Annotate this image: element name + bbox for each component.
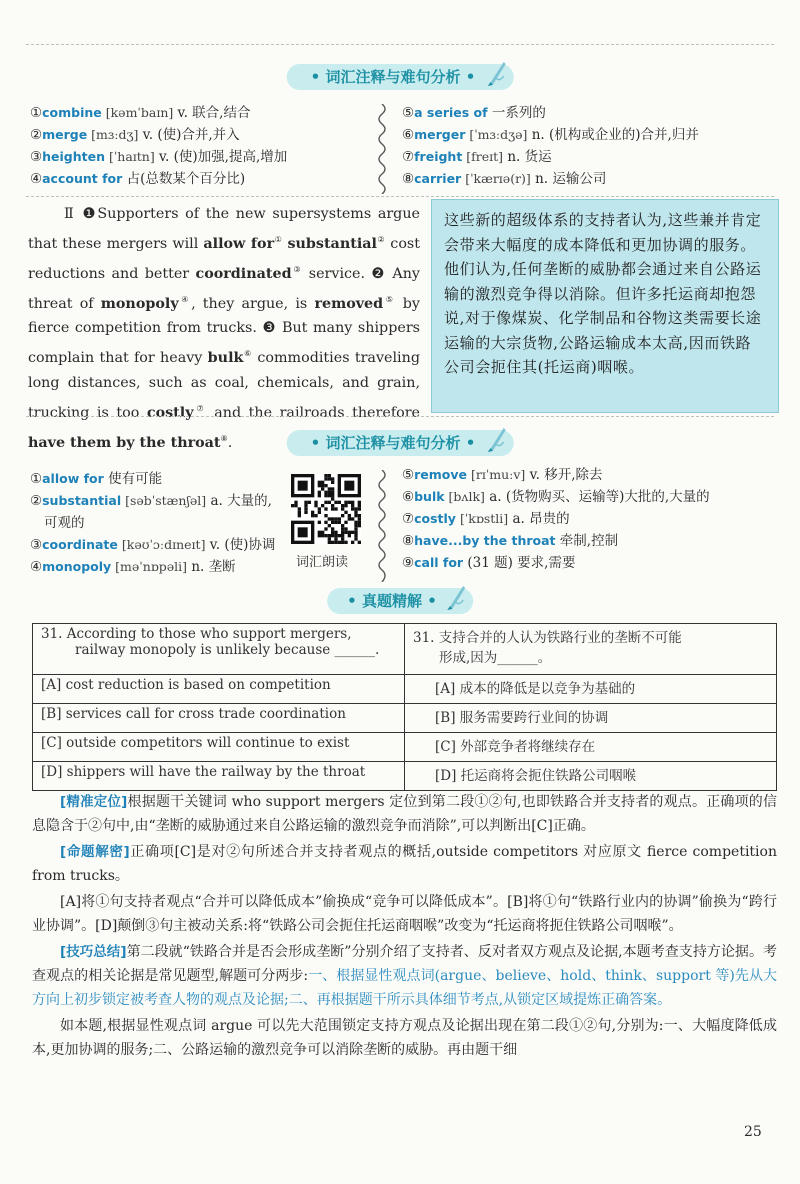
vocab-list-left [30, 102, 287, 190]
vocab-item [402, 124, 699, 146]
table-row: [A] cost reduction is based on competition [A] 成本的降低是以竞争为基础的 [33, 675, 777, 704]
vocab-word: heighten [42, 149, 105, 164]
vocab-list-right [402, 102, 699, 190]
vocab-number: ⑥ [402, 489, 415, 505]
translation-text: 这些新的超级体系的支持者认为,这些兼并肯定会带来大幅度的成本降低和更加协调的服务。他们认为,任何垄断的威胁都会通过来自公路运输的激烈竞争得以消除。但许多托运商却抱怨说,对于像煤炭、化学制品和谷物这类需要长途运输的大宗货物,公路运输成本太高,因而铁路公司会扼住其(托运商)咽喉。 [444, 211, 762, 376]
vocab-phonetic: [səbˈstænʃəl] [121, 493, 207, 508]
divider [26, 44, 774, 45]
sentence-marker-1: ❶ [82, 206, 98, 222]
table-row: 31. According to those who support mergers, railway monopoly is unlikely because ______. 31. 支持合并的人认为铁路行业的垄断不可能 形成,因为______。 [33, 624, 777, 675]
divider [26, 416, 774, 417]
vocab-number: ③ [30, 149, 43, 165]
vocab-item [402, 486, 710, 508]
vocab-number: ② [30, 493, 43, 509]
vocab-word: combine [42, 105, 102, 120]
vocab-word: merger [414, 127, 466, 142]
vocab-word: a series of [414, 105, 488, 120]
vocab-definition: n. 垄断 [187, 559, 236, 575]
sentence-marker-3: ❸ [262, 320, 277, 337]
vocab-phonetic: [freɪt] [462, 149, 504, 164]
section-banner: • 词汇注释与难句分析 • [287, 430, 514, 456]
vocab-number: ① [30, 471, 43, 487]
vocab-item [402, 102, 699, 124]
vocab-phonetic: [ˈkɒstli] [455, 511, 509, 526]
vocab-definition: v. (使)加强,提高,增加 [154, 149, 288, 165]
section-banner: • 词汇注释与难句分析 • [287, 64, 514, 90]
vocab-phonetic: [ˈmɜːdʒə] [465, 127, 528, 142]
passage-paragraph: Ⅱ ❶Supporters of the new supersystems argue that these mergers will allow for① substantial② cost reductions and better coordinated③ service. ❷ Any threat of monopoly④, they argue, is removed⑤ by fierce competition from trucks. ❸ But many shippers complain that for heavy bulk⑥ commodities traveling long distances, such as coal, chemicals, and grain, trucking is too costly⑦ and the railroads therefore have them by the throat⑧. [28, 206, 421, 451]
vocab-definition: v. (使)合并,并入 [138, 127, 240, 143]
vocab-definition: 占(总数某个百分比) [122, 171, 246, 187]
banner-title: 真题精解 [361, 592, 423, 610]
vocab-item [30, 146, 287, 168]
vocab-number: ④ [30, 559, 43, 575]
vocab-number: ⑦ [402, 511, 415, 527]
vocab-item [402, 530, 710, 552]
vocab-definition: n. 运输公司 [530, 171, 607, 187]
spiral-binding-icon [376, 470, 388, 582]
vocab-word: bulk [414, 489, 445, 504]
vocab-number: ③ [30, 537, 43, 553]
banner-title: 词汇注释与难句分析 [325, 434, 461, 452]
vocab-definition: (31 题) 要求,需要 [463, 555, 576, 571]
vocab-phonetic: [ˈkærɪə(r)] [461, 171, 531, 186]
vocab-word: carrier [414, 171, 462, 186]
vocab-item [30, 534, 275, 556]
vocab-list-left [30, 468, 275, 578]
vocab-phonetic: [kəmˈbaɪn] [101, 105, 174, 120]
vocab-item [402, 146, 699, 168]
vocab-item [30, 102, 287, 124]
vocab-number: ⑤ [402, 467, 415, 483]
qr-label: 词汇朗读 [296, 555, 349, 570]
vocab-definition: 使有可能 [103, 471, 163, 487]
vocab-item [30, 490, 275, 512]
qr-code[interactable] [291, 474, 361, 544]
vocab-definition: a. 昂贵的 [508, 511, 570, 527]
vocab-word: call for [414, 555, 464, 570]
section-banner: • 真题精解 • [327, 588, 473, 614]
vocab-definition: v. (使)协调 [205, 537, 276, 553]
vocab-item [402, 464, 710, 486]
vocab-number: ⑦ [402, 149, 415, 165]
sentence-marker-2: ❷ [371, 265, 387, 282]
vocab-number: ⑧ [402, 171, 415, 187]
vocab-word: merge [42, 127, 88, 142]
vocab-phonetic: [məˈnɒpəli] [111, 559, 188, 574]
vocab-item [30, 468, 275, 490]
vocab-definition: a. (货物购买、运输等)大批的,大量的 [484, 489, 710, 505]
vocab-item [30, 556, 275, 578]
vocab-phonetic: [bʌlk] [444, 489, 485, 504]
table-row: [C] outside competitors will continue to exist [C] 外部竞争者将继续存在 [33, 733, 777, 762]
pen-icon [445, 582, 467, 612]
vocab-definition: a. 大量的, [206, 493, 272, 509]
vocab-definition: n. 货运 [503, 149, 552, 165]
divider [26, 196, 774, 197]
page-number: 25 [744, 1124, 762, 1140]
vocab-word: coordinate [42, 537, 118, 552]
vocab-definition: v. 移开,除去 [525, 467, 603, 483]
vocab-phonetic: [mɜːdʒ] [87, 127, 139, 142]
vocab-phonetic: [rɪˈmuːv] [467, 467, 526, 482]
vocab-word: remove [414, 467, 467, 482]
banner-title: 词汇注释与难句分析 [325, 68, 461, 86]
analysis-section: [精准定位]根据题干关键词 who support mergers 定位到第二段①②句,也即铁路合并支持者的观点。正确项的信息隐含于②句中,由“垄断的威胁通过来自公路运输的激烈竞争而消除”,可以判断出[C]正确。 [命题解密]正确项[C]是对②句所述合并支持者观点的概括,outside competitors 对应原文 fierce competition from trucks。 [A]将①句支持者观点“合并可以降低成本”偷换成“竞争可以降低成本”。[B]将①句“铁路行业内的协调”偷换为“跨行业协调”。[D]颠倒③句主被动关系:将“铁路公司会扼住托运商咽喉”改变为“托运商将扼住铁路公司咽喉”。 [技巧总结]第二段就“铁路合并是否会形成垄断”分别介绍了支持者、反对者双方观点及论据,本题考查支持方论据。考查观点的相关论据是常见题型,解题可分两步:一、根据显性观点词(argue、believe、hold、think、support 等)先从大方向上初步锁定被考查人物的观点及论据;二、再根据题干所示具体细节考点,从锁定区域提炼正确答案。 如本题,根据显性观点词 argue 可以先大范围锁定支持方观点及论据出现在第二段①②句,分别为:一、大幅度降低成本,更加协调的服务;二、公路运输的激烈竞争可以消除垄断的威胁。再由题干细 [32, 794, 778, 1058]
vocab-item [402, 508, 710, 530]
question-table [32, 623, 777, 791]
vocab-word: allow for [42, 471, 104, 486]
vocab-number: ⑨ [402, 555, 415, 571]
translation-box [431, 199, 779, 413]
vocab-definition: 一系列的 [487, 105, 546, 121]
vocab-item [402, 168, 699, 190]
vocab-word: have...by the throat [414, 533, 556, 548]
vocab-number: ⑧ [402, 533, 415, 549]
vocab-number: ⑥ [402, 127, 415, 143]
vocab-word: monopoly [42, 559, 112, 574]
vocab-item [30, 168, 287, 190]
vocab-number: ① [30, 105, 43, 121]
vocab-phonetic: [kəʊˈɔːdɪneɪt] [117, 537, 206, 552]
vocab-word: freight [414, 149, 463, 164]
vocab-word: account for [42, 171, 123, 186]
vocab-definition: v. 联合,结合 [173, 105, 251, 121]
table-row: [B] services call for cross trade coordination [B] 服务需要跨行业间的协调 [33, 704, 777, 733]
vocab-number: ⑤ [402, 105, 415, 121]
vocab-item [402, 552, 710, 574]
vocab-definition: 牵制,控制 [555, 533, 619, 549]
vocab-word: costly [414, 511, 456, 526]
vocab-word: substantial [42, 493, 122, 508]
vocab-phonetic: [ˈhaɪtn] [104, 149, 155, 164]
vocab-number: ② [30, 127, 43, 143]
spiral-binding-icon [376, 104, 388, 194]
vocab-item [30, 512, 275, 534]
vocab-list-right [402, 464, 710, 574]
pen-icon [485, 58, 507, 88]
vocab-item [30, 124, 287, 146]
vocab-definition: n. (机构或企业的)合并,归并 [527, 127, 699, 143]
vocab-number: ④ [30, 171, 43, 187]
pen-icon [485, 424, 507, 454]
table-row: [D] shippers will have the railway by the throat [D] 托运商将会扼住铁路公司咽喉 [33, 762, 777, 791]
vocab-definition: 可观的 [44, 515, 85, 531]
